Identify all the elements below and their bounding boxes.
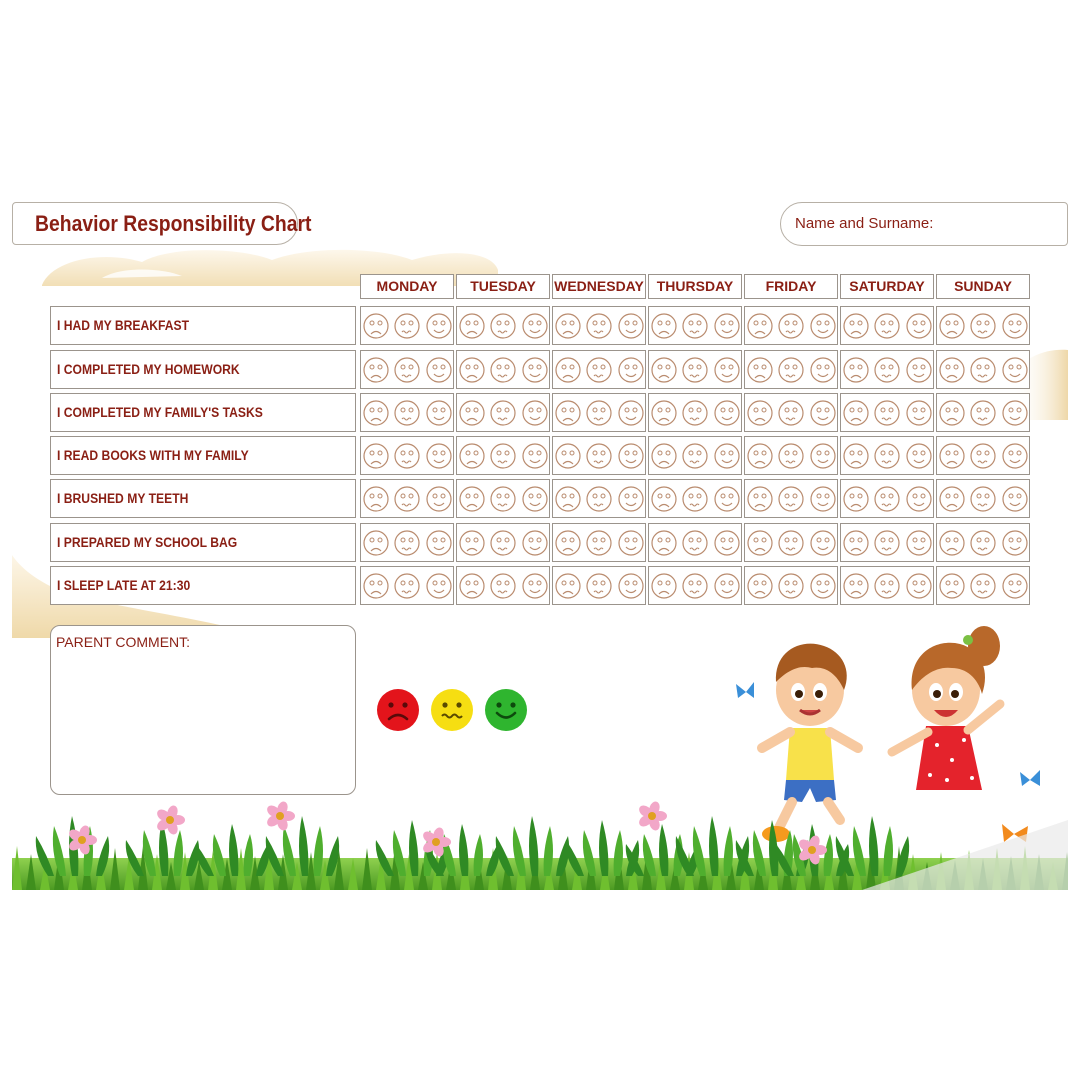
name-label: Name and Surname: [795, 215, 934, 232]
task-row-label [50, 350, 356, 389]
neutral-face-icon [491, 444, 515, 468]
face-icons [457, 394, 551, 433]
rating-cell[interactable] [936, 350, 1030, 389]
neutral-face-icon [875, 487, 899, 511]
sad-face-icon [460, 401, 484, 425]
face-icons [745, 524, 839, 563]
day-header-wednesday: WEDNESDAY [552, 274, 646, 299]
face-icons [361, 351, 455, 390]
face-icons [553, 567, 647, 606]
sad-face-icon [652, 444, 676, 468]
happy-face-icon [619, 401, 643, 425]
rating-cell[interactable] [456, 566, 550, 605]
rating-cell[interactable] [456, 436, 550, 475]
sad-face-icon [460, 358, 484, 382]
plants-border [12, 780, 1068, 890]
rating-cell[interactable] [456, 306, 550, 345]
sad-face-icon [556, 401, 580, 425]
sad-face-icon [460, 487, 484, 511]
face-icons [457, 437, 551, 476]
happy-face-icon [427, 531, 451, 555]
girl-illustration [892, 626, 1000, 790]
sad-face-icon [844, 314, 868, 338]
rating-cell[interactable] [552, 393, 646, 432]
rating-cell[interactable] [456, 350, 550, 389]
rating-cell[interactable] [456, 523, 550, 562]
neutral-face-icon [587, 487, 611, 511]
face-icons [553, 437, 647, 476]
rating-cell[interactable] [360, 393, 454, 432]
neutral-face-icon [395, 314, 419, 338]
rating-cell[interactable] [936, 306, 1030, 345]
sad-face-icon [844, 531, 868, 555]
happy-face-icon [715, 531, 739, 555]
sad-face-icon [748, 531, 772, 555]
rating-cell[interactable] [840, 479, 934, 518]
rating-cell[interactable] [840, 523, 934, 562]
happy-face-icon [1003, 574, 1027, 598]
face-icons [745, 394, 839, 433]
sad-face-icon [364, 444, 388, 468]
face-icons [457, 480, 551, 519]
sad-face-icon [556, 358, 580, 382]
neutral-face-icon [491, 358, 515, 382]
neutral-face-icon [587, 358, 611, 382]
face-icons [937, 437, 1031, 476]
neutral-face-icon [971, 574, 995, 598]
neutral-face-icon [491, 401, 515, 425]
rating-cell[interactable] [648, 523, 742, 562]
sad-face-icon [844, 358, 868, 382]
face-icons [457, 524, 551, 563]
happy-face-icon [811, 444, 835, 468]
name-field[interactable] [780, 202, 1068, 246]
rating-cell[interactable] [552, 479, 646, 518]
rating-cell[interactable] [648, 479, 742, 518]
parent-comment-label: PARENT COMMENT: [56, 634, 191, 650]
happy-face-icon [427, 401, 451, 425]
sad-face-icon [844, 487, 868, 511]
rating-cell[interactable] [360, 306, 454, 345]
happy-face-icon [427, 358, 451, 382]
happy-face-icon [1003, 358, 1027, 382]
happy-face-icon [427, 444, 451, 468]
neutral-face-icon [971, 531, 995, 555]
sad-face-icon [940, 574, 964, 598]
happy-face-icon [619, 314, 643, 338]
sad-face-icon [748, 401, 772, 425]
neutral-face-icon [971, 358, 995, 382]
neutral-face-icon [395, 358, 419, 382]
sad-face-icon [364, 574, 388, 598]
sad-face-icon [844, 574, 868, 598]
sad-face-icon [652, 574, 676, 598]
face-icons [745, 307, 839, 346]
happy-face-icon [619, 531, 643, 555]
rating-cell[interactable] [936, 393, 1030, 432]
rating-cell[interactable] [648, 393, 742, 432]
rating-cell[interactable] [360, 436, 454, 475]
neutral-face-icon [875, 401, 899, 425]
rating-cell[interactable] [648, 566, 742, 605]
face-icons [937, 394, 1031, 433]
sad-face-icon [940, 401, 964, 425]
neutral-face-icon [971, 444, 995, 468]
rating-cell[interactable] [648, 306, 742, 345]
sad-face-icon [364, 314, 388, 338]
sad-face-icon [556, 314, 580, 338]
neutral-face-icon [875, 444, 899, 468]
face-icons [457, 351, 551, 390]
happy-face-icon [907, 358, 931, 382]
face-icons [937, 480, 1031, 519]
happy-face-icon [619, 574, 643, 598]
happy-face-icon [715, 444, 739, 468]
sad-face-icon [748, 314, 772, 338]
sad-face-icon [748, 444, 772, 468]
rating-cell[interactable] [744, 306, 838, 345]
neutral-face-icon [683, 444, 707, 468]
happy-face-icon [427, 314, 451, 338]
happy-face-icon [523, 574, 547, 598]
neutral-face-icon [779, 487, 803, 511]
happy-face-icon [1003, 487, 1027, 511]
face-icons [745, 351, 839, 390]
neutral-face-icon [779, 574, 803, 598]
happy-face-icon [715, 314, 739, 338]
face-icons [841, 394, 935, 433]
rating-cell[interactable] [456, 393, 550, 432]
neutral-face-icon [491, 314, 515, 338]
happy-face-icon [907, 531, 931, 555]
neutral-face-icon [587, 314, 611, 338]
legend-sad-face-icon [376, 688, 420, 732]
neutral-face-icon [779, 531, 803, 555]
task-label: I READ BOOKS WITH MY FAMILY [57, 448, 249, 463]
neutral-face-icon [875, 358, 899, 382]
sad-face-icon [652, 401, 676, 425]
sad-face-icon [364, 358, 388, 382]
face-icons [361, 307, 455, 346]
sad-face-icon [748, 487, 772, 511]
sad-face-icon [844, 444, 868, 468]
face-icons [361, 524, 455, 563]
happy-face-icon [715, 358, 739, 382]
neutral-face-icon [683, 358, 707, 382]
face-icons [745, 437, 839, 476]
face-icons [649, 437, 743, 476]
neutral-face-icon [491, 531, 515, 555]
sad-face-icon [556, 531, 580, 555]
sad-face-icon [652, 487, 676, 511]
task-row-label [50, 566, 356, 605]
rating-cell[interactable] [744, 436, 838, 475]
task-row-label [50, 393, 356, 432]
sad-face-icon [556, 574, 580, 598]
face-icons [841, 437, 935, 476]
sad-face-icon [748, 574, 772, 598]
day-header-tuesday: TUESDAY [456, 274, 550, 299]
rating-cell[interactable] [744, 393, 838, 432]
happy-face-icon [811, 358, 835, 382]
sad-face-icon [940, 487, 964, 511]
rating-cell[interactable] [840, 306, 934, 345]
sad-face-icon [556, 487, 580, 511]
day-header-monday: MONDAY [360, 274, 454, 299]
rating-cell[interactable] [552, 436, 646, 475]
happy-face-icon [811, 314, 835, 338]
face-icons [361, 394, 455, 433]
happy-face-icon [907, 401, 931, 425]
task-label: I BRUSHED MY TEETH [57, 491, 189, 506]
sad-face-icon [460, 444, 484, 468]
sad-face-icon [460, 314, 484, 338]
neutral-face-icon [395, 487, 419, 511]
neutral-face-icon [779, 314, 803, 338]
happy-face-icon [1003, 531, 1027, 555]
sad-face-icon [364, 401, 388, 425]
chart-title: Behavior Responsibility Chart [35, 211, 312, 236]
face-icons [841, 351, 935, 390]
neutral-face-icon [395, 574, 419, 598]
neutral-face-icon [875, 574, 899, 598]
neutral-face-icon [587, 574, 611, 598]
happy-face-icon [715, 574, 739, 598]
legend-happy-face-icon [484, 688, 528, 732]
happy-face-icon [907, 314, 931, 338]
neutral-face-icon [971, 401, 995, 425]
face-icons [937, 567, 1031, 606]
rating-cell[interactable] [840, 350, 934, 389]
task-row-label [50, 306, 356, 345]
task-row-label [50, 479, 356, 518]
task-label: I COMPLETED MY HOMEWORK [57, 362, 240, 377]
neutral-face-icon [971, 487, 995, 511]
sad-face-icon [460, 531, 484, 555]
sad-face-icon [940, 444, 964, 468]
sad-face-icon [556, 444, 580, 468]
neutral-face-icon [587, 531, 611, 555]
neutral-face-icon [683, 531, 707, 555]
happy-face-icon [1003, 444, 1027, 468]
rating-cell[interactable] [744, 523, 838, 562]
neutral-face-icon [491, 487, 515, 511]
sad-face-icon [940, 358, 964, 382]
face-icons [649, 480, 743, 519]
day-header-sunday: SUNDAY [936, 274, 1030, 299]
happy-face-icon [619, 358, 643, 382]
task-label: I HAD MY BREAKFAST [57, 318, 190, 333]
face-icons [745, 480, 839, 519]
happy-face-icon [811, 531, 835, 555]
happy-face-icon [811, 487, 835, 511]
rating-cell[interactable] [360, 479, 454, 518]
neutral-face-icon [683, 314, 707, 338]
rating-cell[interactable] [744, 350, 838, 389]
neutral-face-icon [971, 314, 995, 338]
neutral-face-icon [779, 401, 803, 425]
happy-face-icon [523, 401, 547, 425]
face-icons [553, 351, 647, 390]
face-icons [841, 480, 935, 519]
sad-face-icon [940, 314, 964, 338]
task-label: I PREPARED MY SCHOOL BAG [57, 535, 238, 550]
sad-face-icon [748, 358, 772, 382]
rating-cell[interactable] [648, 436, 742, 475]
neutral-face-icon [587, 444, 611, 468]
task-row-label [50, 523, 356, 562]
face-icons [937, 307, 1031, 346]
task-label: I COMPLETED MY FAMILY'S TASKS [57, 405, 263, 420]
face-icons [649, 307, 743, 346]
neutral-face-icon [395, 531, 419, 555]
legend-neutral-face-icon [430, 688, 474, 732]
rating-cell[interactable] [360, 566, 454, 605]
day-header-friday: FRIDAY [744, 274, 838, 299]
task-row-label [50, 436, 356, 475]
sad-face-icon [652, 358, 676, 382]
rating-cell[interactable] [840, 566, 934, 605]
face-icons [649, 567, 743, 606]
neutral-face-icon [587, 401, 611, 425]
happy-face-icon [715, 487, 739, 511]
rating-cell[interactable] [840, 393, 934, 432]
rating-cell[interactable] [744, 566, 838, 605]
day-header-thursday: THURSDAY [648, 274, 742, 299]
happy-face-icon [523, 531, 547, 555]
rating-cell[interactable] [360, 523, 454, 562]
face-icons [553, 307, 647, 346]
happy-face-icon [811, 401, 835, 425]
neutral-face-icon [779, 444, 803, 468]
parent-comment-box[interactable] [50, 625, 356, 795]
happy-face-icon [907, 574, 931, 598]
neutral-face-icon [395, 444, 419, 468]
face-icons [553, 480, 647, 519]
face-icons [841, 524, 935, 563]
neutral-face-icon [683, 401, 707, 425]
rating-cell[interactable] [936, 566, 1030, 605]
face-icons [937, 351, 1031, 390]
rating-cell[interactable] [552, 306, 646, 345]
happy-face-icon [523, 487, 547, 511]
rating-cell[interactable] [936, 436, 1030, 475]
neutral-face-icon [491, 574, 515, 598]
title-box [12, 202, 312, 245]
happy-face-icon [427, 574, 451, 598]
task-label: I SLEEP LATE AT 21:30 [57, 578, 191, 593]
happy-face-icon [811, 574, 835, 598]
happy-face-icon [523, 358, 547, 382]
neutral-face-icon [875, 314, 899, 338]
rating-cell[interactable] [552, 523, 646, 562]
happy-face-icon [619, 487, 643, 511]
rating-cell[interactable] [744, 479, 838, 518]
happy-face-icon [1003, 401, 1027, 425]
day-header-saturday: SATURDAY [840, 274, 934, 299]
neutral-face-icon [779, 358, 803, 382]
face-icons [649, 351, 743, 390]
happy-face-icon [907, 444, 931, 468]
happy-face-icon [427, 487, 451, 511]
sad-face-icon [652, 531, 676, 555]
neutral-face-icon [683, 487, 707, 511]
face-icons [937, 524, 1031, 563]
happy-face-icon [523, 444, 547, 468]
face-icons [361, 437, 455, 476]
face-icons [649, 524, 743, 563]
rating-cell[interactable] [552, 566, 646, 605]
neutral-face-icon [395, 401, 419, 425]
neutral-face-icon [683, 574, 707, 598]
neutral-face-icon [875, 531, 899, 555]
face-icons [457, 567, 551, 606]
chart-poster [12, 190, 1068, 890]
face-icons [841, 567, 935, 606]
rating-cell[interactable] [648, 350, 742, 389]
sad-face-icon [940, 531, 964, 555]
sad-face-icon [652, 314, 676, 338]
rating-cell[interactable] [360, 350, 454, 389]
face-icons [553, 394, 647, 433]
face-icons [361, 480, 455, 519]
rating-cell[interactable] [936, 523, 1030, 562]
sad-face-icon [364, 487, 388, 511]
face-icons [745, 567, 839, 606]
sad-face-icon [460, 574, 484, 598]
happy-face-icon [619, 444, 643, 468]
face-icons [649, 394, 743, 433]
face-icons [553, 524, 647, 563]
happy-face-icon [523, 314, 547, 338]
happy-face-icon [907, 487, 931, 511]
face-icons [841, 307, 935, 346]
sad-face-icon [844, 401, 868, 425]
happy-face-icon [715, 401, 739, 425]
face-icons [361, 567, 455, 606]
rating-cell[interactable] [456, 479, 550, 518]
sad-face-icon [364, 531, 388, 555]
rating-cell[interactable] [936, 479, 1030, 518]
face-icons [457, 307, 551, 346]
happy-face-icon [1003, 314, 1027, 338]
rating-cell[interactable] [840, 436, 934, 475]
rating-cell[interactable] [552, 350, 646, 389]
